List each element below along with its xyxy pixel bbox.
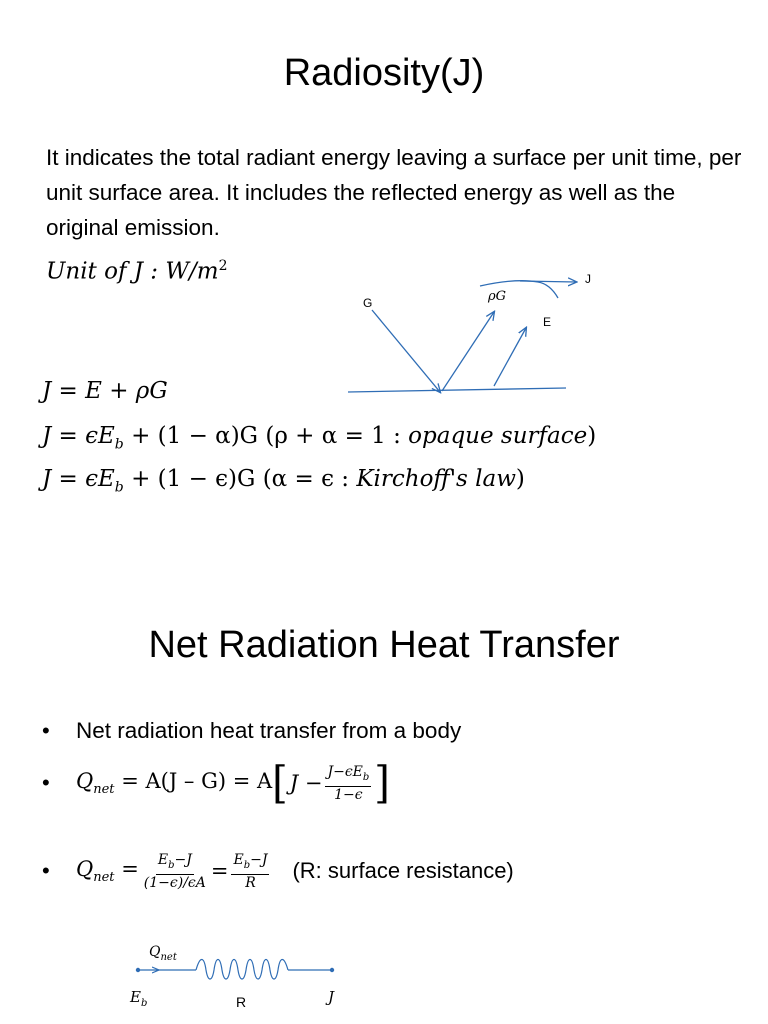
unit-label: Unit of J : W/m	[46, 258, 219, 285]
equation-3-main: J = ϵE	[42, 466, 115, 492]
fraction-resistance-full	[142, 852, 208, 891]
node-j	[330, 968, 334, 972]
frac1-den: (1−ϵ)/ϵA	[143, 874, 206, 891]
equation-2-note: opaque surface	[408, 423, 588, 449]
qnet-sub-2: net	[93, 870, 115, 886]
circuit-q-sub: net	[160, 951, 177, 963]
bullet-dot-2: •	[42, 770, 50, 796]
diagram-label-e: E	[543, 315, 552, 329]
bullet-qnet-formula-1	[42, 758, 390, 809]
diagram-label-j: J	[585, 272, 591, 286]
frac2-num: E	[233, 852, 244, 868]
equation-radiosity-basic	[42, 378, 168, 404]
resistor-coil	[196, 960, 288, 980]
qnet-symbol-1: Q	[76, 769, 94, 794]
frac2-num-rest: −J	[250, 852, 268, 868]
equation-radiosity-kirchoff	[42, 466, 525, 496]
equation-2-sub: b	[114, 436, 124, 453]
fraction-radiosity	[325, 764, 371, 803]
circuit-q: Q	[149, 944, 161, 960]
fraction-den: 1−ϵ	[334, 786, 363, 803]
circuit-label-qnet	[149, 944, 177, 963]
surface-resistance-note: (R: surface resistance)	[292, 858, 514, 884]
equation-3-note: Kirchoff's law	[356, 466, 516, 492]
equation-3-end: )	[515, 466, 525, 492]
qnet-eq-2: =	[210, 859, 229, 884]
bullet-dot-3: •	[42, 858, 50, 884]
equation-3-rest: + (1 − ϵ)G (α = ϵ :	[123, 466, 357, 492]
circuit-label-r: R	[236, 994, 247, 1010]
fraction-num-sub: b	[362, 771, 370, 783]
qnet-sub-1: net	[93, 782, 115, 798]
diagram-label-rhog: ρG	[488, 289, 507, 304]
fraction-resistance-r	[231, 852, 269, 891]
incident-arrow-g	[372, 310, 440, 392]
circuit-label-j: J	[328, 988, 335, 1006]
equation-radiosity-opaque	[42, 423, 596, 453]
equation-2-rest: + (1 − α)G (ρ + α = 1 :	[123, 423, 409, 449]
bullet-net-radiation	[42, 718, 461, 744]
circuit-label-eb	[130, 988, 147, 1009]
unit-exponent: 2	[218, 258, 228, 274]
left-bracket: [	[272, 758, 288, 809]
frac1-num: E	[157, 852, 169, 868]
radiosity-arrow-j	[520, 281, 576, 282]
slide-title-radiosity: Radiosity(J)	[283, 52, 485, 94]
fraction-num: J−ϵE	[327, 764, 363, 780]
radiosity-description: It indicates the total radiant energy leaving a surface per unit time, per unit surface area. It includes the reflected energy as well as the original emission.	[46, 145, 742, 240]
equation-2-main: J = ϵE	[42, 423, 115, 449]
qnet-eq-1: =	[114, 857, 139, 882]
unit-of-j	[46, 258, 228, 285]
equation-1-text: J = E + ρG	[42, 378, 168, 404]
equation-2-end: )	[587, 423, 597, 449]
diagram-label-g: G	[363, 296, 373, 310]
bullet-qnet-formula-2	[42, 852, 514, 891]
circuit-eb-sub: b	[140, 998, 148, 1009]
frac1-num-sub: b	[168, 859, 175, 871]
right-bracket: ]	[374, 758, 390, 809]
slide-title-net-radiation: Net Radiation Heat Transfer	[148, 624, 620, 666]
reflected-arrow-rhog	[442, 312, 494, 391]
surface-line	[348, 388, 566, 392]
bullet-dot-1: •	[42, 718, 50, 743]
frac2-den: R	[245, 874, 256, 891]
qnet-symbol-2: Q	[76, 857, 94, 882]
circuit-eb: E	[130, 988, 141, 1006]
frac1-num-rest: −J	[174, 852, 192, 868]
bracket-j: J −	[289, 771, 323, 796]
qnet-mid-1: = A(J – G) = A	[114, 769, 273, 794]
emitted-arrow-e	[494, 328, 526, 386]
frac2-num-sub: b	[243, 859, 251, 871]
bullet-1-text: Net radiation heat transfer from a body	[76, 718, 462, 743]
equation-3-sub: b	[114, 479, 124, 496]
radiosity-diagram	[330, 262, 600, 402]
